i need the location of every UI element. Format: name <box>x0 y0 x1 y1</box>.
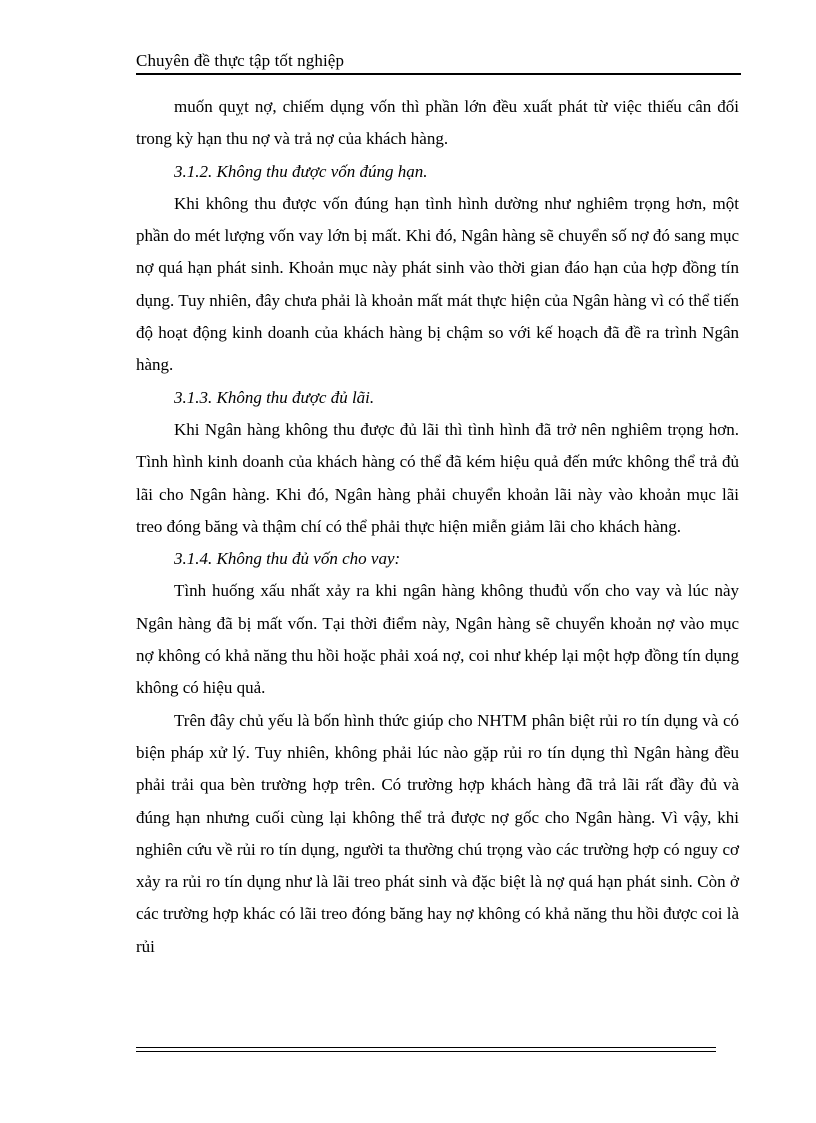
paragraph-3-1-2: Khi không thu được vốn đúng hạn tình hình dường như nghiêm trọng hơn, một phần do mét lượng vốn vay lớn bị mất. Khi đó, Ngân hàng sẽ chuyển số nợ đó sang mục nợ quá hạn phát sinh. Khoản mục này phát sinh vào thời gian đáo hạn của hợp đồng tín dụng. Tuy nhiên, đây chưa phải là khoản mất mát thực hiện của Ngân hàng vì có thể tiến độ hoạt động kinh doanh của khách hàng bị chậm so với kế hoạch đã đề ra trình Ngân hàng. <box>136 193 739 375</box>
paragraph-summary: Trên đây chủ yếu là bốn hình thức giúp cho NHTM phân biệt rủi ro tín dụng và có biện pháp xử lý. Tuy nhiên, không phải lúc nào gặp rủi ro tín dụng thì Ngân hàng đều phải trải qua bèn trường hợp trên. Có trường hợp khách hàng đã trả lãi rất đầy đủ và đúng hạn nhưng cuối cùng lại không thể trả được nợ gốc cho Ngân hàng. Vì vậy, khi nghiên cứu về rủi ro tín dụng, người ta thường chú trọng vào các trường hợp có nguy cơ xảy ra rủi ro tín dụng như là lãi treo phát sinh và đặc biệt là nợ quá hạn phát sinh. Còn ở các trường hợp khác có lãi treo đóng băng hay nợ không có khả năng thu hồi được coi là rủi <box>136 710 739 956</box>
section-heading-3-1-2: 3.1.2. Không thu được vốn đúng hạn. <box>174 161 428 181</box>
section-heading-3-1-3: 3.1.3. Không thu được đủ lãi. <box>174 387 375 407</box>
document-body <box>136 91 739 963</box>
header-divider <box>136 73 741 75</box>
footer-divider <box>136 1047 716 1052</box>
paragraph-3-1-4: Tình huống xấu nhất xảy ra khi ngân hàng không thuđủ vốn cho vay và lúc này Ngân hàng đã bị mất vốn. Tại thời điểm này, Ngân hàng sẽ chuyển khoản nợ vào mục nợ không có khả năng thu hồi hoặc phải xoá nợ, coi như khép lại một hợp đồng tín dụng không có hiệu quả. <box>136 581 739 698</box>
paragraph-intro: muốn quỵt nợ, chiếm dụng vốn thì phần lớn đều xuất phát từ việc thiếu cân đối trong kỳ hạn thu nợ và trả nợ của khách hàng. <box>136 97 739 149</box>
page-header-title: Chuyên đề thực tập tốt nghiệp <box>136 51 345 70</box>
section-heading-3-1-4: 3.1.4. Không thu đủ vốn cho vay: <box>174 549 401 569</box>
paragraph-3-1-3: Khi Ngân hàng không thu được đủ lãi thì tình hình đã trở nên nghiêm trọng hơn. Tình hình kinh doanh của khách hàng có thể đã kém hiệu quả đến mức không thể trả đủ lãi cho Ngân hàng. Khi đó, Ngân hàng phải chuyển khoản lãi này vào khoản mục lãi treo đóng băng và thậm chí có thể phải thực hiện miễn giảm lãi cho khách hàng. <box>136 419 739 536</box>
